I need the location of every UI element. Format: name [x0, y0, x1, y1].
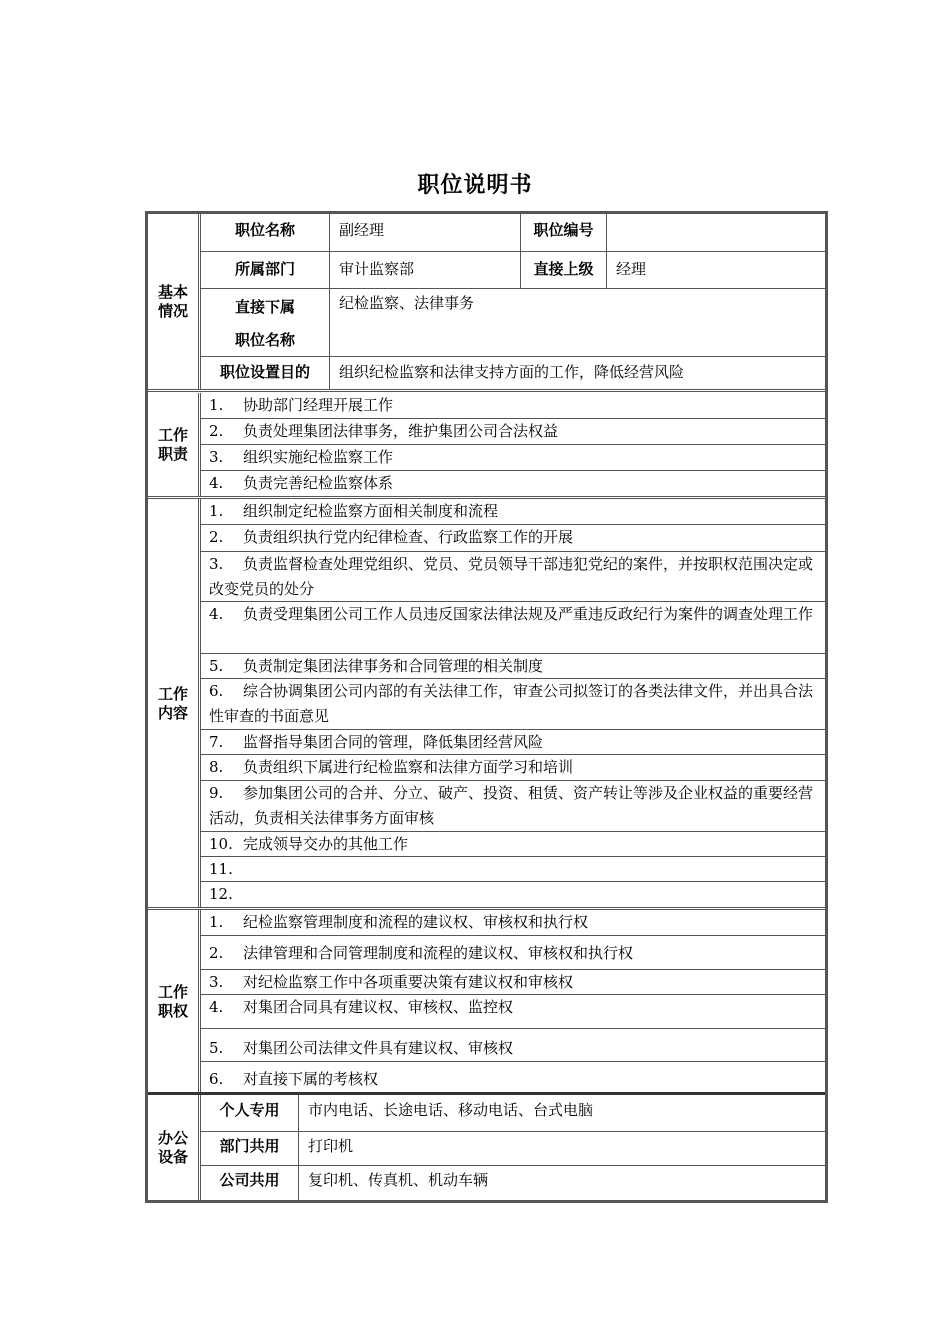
list-item: 11.	[201, 857, 825, 882]
equipment-row	[201, 1095, 825, 1132]
superior-label: 直接上级	[520, 252, 606, 288]
list-item: 10. 完成领导交办的其他工作	[201, 832, 825, 857]
job-description-table	[145, 211, 828, 1203]
equipment-row	[201, 1132, 825, 1166]
list-item: 4. 对集团合同具有建议权、审核权、监控权	[201, 995, 825, 1029]
equipment-value: 复印机、传真机、机动车辆	[298, 1166, 825, 1200]
list-item: 3. 组织实施纪检监察工作	[201, 445, 825, 471]
list-item: 6. 对直接下属的考核权	[209, 1070, 379, 1088]
row-job-name	[201, 214, 825, 252]
equipment-label: 公司共用	[219, 1171, 280, 1189]
list-item: 5. 对集团公司法律文件具有建议权、审核权	[201, 1029, 825, 1062]
subordinate-value: 纪检监察、法律事务	[329, 289, 825, 356]
list-item: 3. 对纪检监察工作中各项重要决策有建议权和审核权	[201, 970, 825, 995]
equipment-value: 打印机	[298, 1132, 825, 1165]
list-item: 4. 负责完善纪检监察体系	[209, 474, 394, 492]
row-subordinates	[201, 289, 825, 357]
purpose-value: 组织纪检监察和法律支持方面的工作，降低经营风险	[329, 357, 825, 390]
job-code-value	[606, 214, 825, 251]
job-code-label: 职位编号	[520, 214, 606, 251]
section-label-content: 工作内容	[157, 684, 188, 722]
list-item: 7. 监督指导集团合同的管理，降低集团经营风险	[201, 730, 825, 755]
list-item: 1. 纪检监察管理制度和流程的建议权、审核权和执行权	[201, 910, 825, 936]
subordinate-label: 直接下属 职位名称	[234, 298, 295, 349]
list-item: 1. 协助部门经理开展工作	[201, 393, 825, 419]
section-label-basic: 基本情况	[157, 283, 188, 320]
department-value: 审计监察部	[329, 252, 520, 288]
list-item: 2. 负责处理集团法律事务，维护集团公司合法权益	[201, 419, 825, 445]
section-basic-info	[148, 214, 825, 390]
list-item: 1. 组织制定纪检监察方面相关制度和流程	[201, 499, 825, 525]
list-item: 9. 参加集团公司的合并、分立、破产、投资、租赁、资产转让等涉及企业权益的重要经营活动，负责相关法律事务方面审核	[201, 781, 825, 832]
job-name-label: 职位名称	[234, 221, 295, 239]
section-equipment	[148, 1095, 825, 1200]
section-label-authority: 工作职权	[157, 982, 188, 1020]
section-authority	[148, 910, 825, 1093]
list-item: 8. 负责组织下属进行纪检监察和法律方面学习和培训	[201, 755, 825, 781]
section-label-duties: 工作职责	[157, 426, 188, 463]
row-purpose	[201, 357, 825, 390]
section-duties	[148, 393, 825, 497]
equipment-label: 个人专用	[219, 1101, 280, 1119]
list-item: 6. 综合协调集团公司内部的有关法律工作，审查公司拟签订的各类法律文件，并出具合法性审查的书面意见	[201, 679, 825, 730]
list-item: 4. 负责受理集团公司工作人员违反国家法律法规及严重违反政纪行为案件的调查处理工作	[201, 602, 825, 654]
list-item: 5. 负责制定集团法律事务和合同管理的相关制度	[201, 654, 825, 679]
job-name-value: 副经理	[329, 214, 520, 251]
list-item: 2. 负责组织执行党内纪律检查、行政监察工作的开展	[201, 525, 825, 552]
equipment-value: 市内电话、长途电话、移动电话、台式电脑	[298, 1095, 825, 1131]
purpose-label: 职位设置目的	[219, 363, 310, 381]
section-label-equipment: 办公设备	[157, 1128, 188, 1166]
section-work-content	[148, 499, 825, 908]
row-department	[201, 252, 825, 289]
equipment-label: 部门共用	[219, 1137, 280, 1155]
list-item: 3. 负责监督检查处理党组织、党员、党员领导干部违犯党纪的案件，并按职权范围决定或改变党员的处分	[201, 552, 825, 602]
list-item: 12.	[209, 885, 233, 903]
section-divider	[148, 389, 825, 392]
page-title: 职位说明书	[417, 173, 533, 198]
superior-value: 经理	[606, 252, 825, 288]
department-label: 所属部门	[234, 260, 295, 278]
list-item: 2. 法律管理和合同管理制度和流程的建议权、审核权和执行权	[201, 936, 825, 970]
equipment-row	[201, 1166, 825, 1200]
